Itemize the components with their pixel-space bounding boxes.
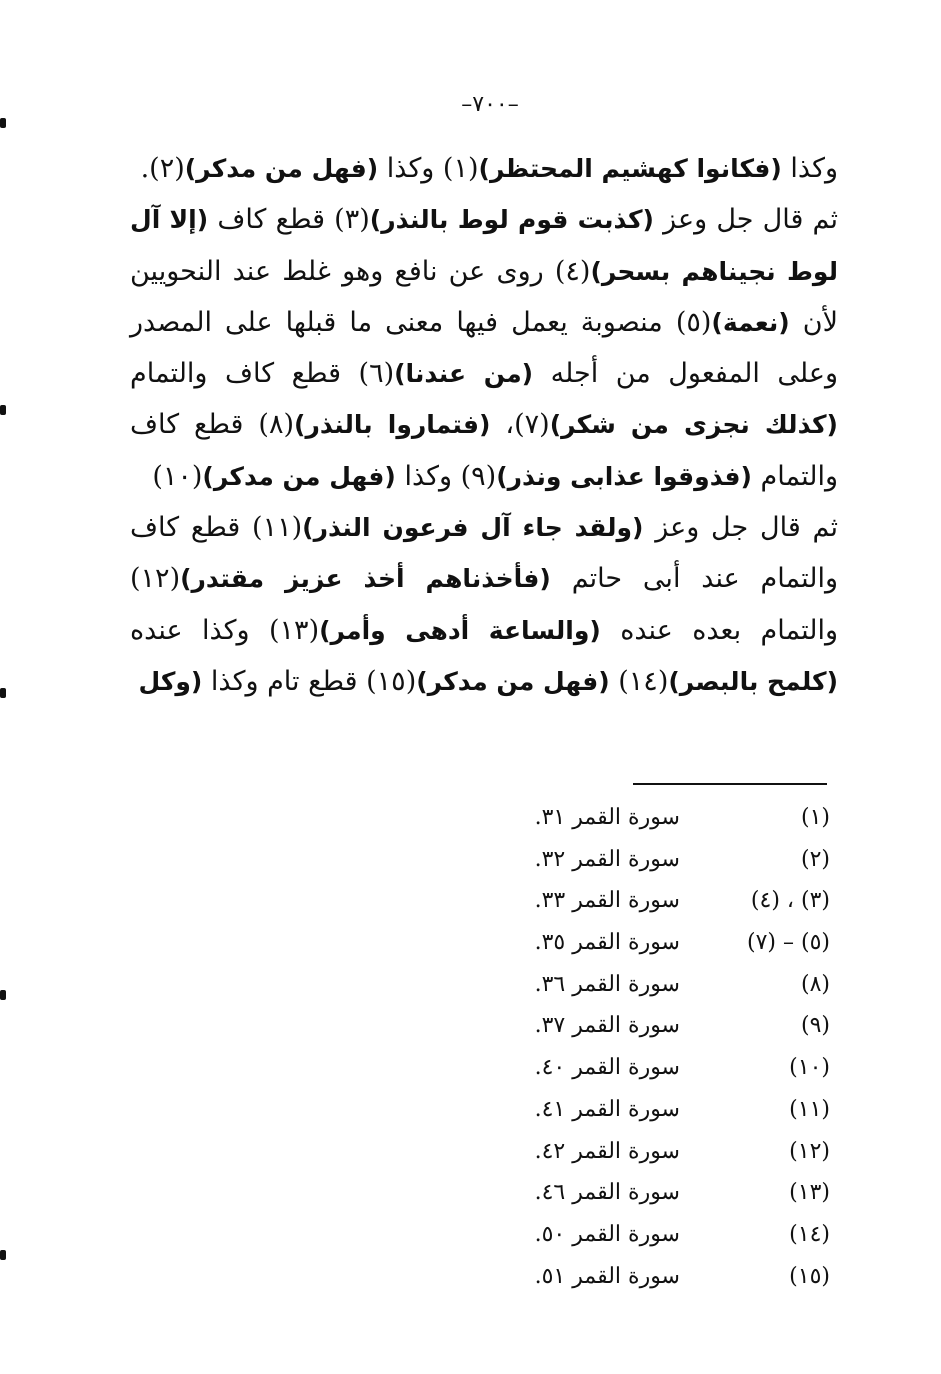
footnote-marker: (٨) (800, 971, 830, 997)
footnote-reference: سورة القمر ٥١. (534, 1263, 680, 1289)
main-text (130, 143, 838, 707)
text-run: (٨) قطع كاف والتمام (130, 409, 838, 492)
text-run: وكذا (781, 153, 838, 184)
quran-quote: (ولقد جاء آل فرعون النذر) (302, 513, 644, 543)
quran-quote: (فأخذناهم أخذ عزيز مقتدر) (180, 564, 551, 594)
footnote-marker: (١٢) (789, 1138, 830, 1164)
margin-mark (0, 1250, 6, 1260)
text-run: (٦) قطع كاف والتمام (130, 358, 395, 390)
quran-quote: (نعمة) (711, 307, 790, 337)
footnote-marker: (١) (800, 805, 830, 830)
quran-quote: (فهل من مدكر) (202, 461, 396, 491)
text-run: (١٣) وكذا عنده (130, 614, 320, 646)
quran-quote: (من عندنا) (394, 359, 534, 389)
paragraph (130, 502, 838, 707)
text-run: ثم قال جل وعز (643, 512, 838, 544)
text-run: (٢). (140, 153, 185, 184)
footnote-reference: سورة القمر ٣١. (534, 805, 680, 830)
footnote-reference: سورة القمر ٤٦. (534, 1180, 680, 1206)
quran-quote: (فكانوا كهشيم المحتظر) (478, 154, 782, 183)
quran-quote: (فذوقوا عذابى ونذر) (496, 461, 752, 491)
text-run: (١٠) (152, 460, 203, 492)
margin-mark (0, 118, 6, 128)
text-run: (١٢) والتمام بعده عنده (130, 563, 838, 646)
text-run: (١٥) قطع تام وكذا (202, 665, 417, 697)
footnote-marker: (١١) (789, 1096, 830, 1122)
footnote-divider (633, 783, 827, 785)
footnote-marker: (١٠) (789, 1055, 830, 1081)
footnote-reference: سورة القمر ٣٥. (534, 930, 680, 956)
page-number: –٧٠٠– (461, 92, 519, 117)
quran-quote: (كلمح بالبصر) (668, 666, 838, 696)
margin-mark (0, 405, 6, 415)
footnote-marker: (٥) – (٧) (747, 930, 830, 956)
footnote-row (500, 1180, 830, 1222)
paragraph (130, 143, 838, 194)
footnote-row (500, 930, 830, 972)
footnote-marker: (١٤) (789, 1221, 830, 1247)
footnote-reference: سورة القمر ٤٠. (534, 1055, 680, 1081)
footnote-row (500, 1264, 830, 1306)
text-run: (٤) روى عن نافع وهو غلط عند النحويين لأن (130, 255, 838, 338)
text-run: (٩) وكذا (395, 460, 497, 492)
footnote-row (500, 1013, 830, 1055)
quran-quote: (وكل (138, 666, 203, 696)
footnote-row (500, 1055, 830, 1097)
quran-quote: (إلا آل لوط نجيناهم بسحر) (130, 205, 838, 286)
footnote-reference: سورة القمر ٣٧. (534, 1013, 680, 1039)
footnotes-list (500, 805, 830, 1305)
text-run: (٣) قطع كاف (208, 204, 370, 236)
quran-quote: (فتماروا بالنذر) (294, 410, 491, 440)
text-run: (١٤) (609, 665, 669, 697)
quran-quote: (والساعة أدهى وأمر) (319, 615, 601, 645)
text-run: ثم قال جل وعز (653, 204, 839, 236)
footnote-marker: (١٥) (789, 1263, 830, 1289)
margin-mark (0, 990, 6, 1000)
footnote-row (500, 847, 830, 889)
paragraph (130, 194, 838, 502)
footnote-reference: سورة القمر ٣٦. (534, 971, 680, 997)
footnote-reference: سورة القمر ٤٢. (534, 1138, 680, 1164)
footnote-row (500, 1222, 830, 1264)
footnote-marker: (٢) (800, 846, 830, 872)
quran-quote: (فهل من مدكر) (184, 154, 379, 183)
footnote-marker: (١٣) (789, 1180, 830, 1206)
footnote-marker: (٣) ، (٤) (750, 888, 830, 914)
footnote-reference: سورة القمر ٣٣. (534, 888, 680, 914)
footnote-row (500, 805, 830, 847)
footnote-row (500, 1097, 830, 1139)
text-run: (١) وكذا (378, 153, 479, 184)
text-run: (٥) منصوبة يعمل فيها معنى ما قبلها على المصدر وعلى المفعول من أجله (130, 306, 838, 390)
footnote-row (500, 1139, 830, 1181)
margin-mark (0, 688, 6, 698)
text-run: (٧)، (490, 409, 550, 441)
footnote-reference: سورة القمر ٥٠. (534, 1221, 680, 1247)
footnote-marker: (٩) (800, 1013, 830, 1039)
text-run: (١١) قطع كاف والتمام عند أبى حاتم (130, 512, 838, 595)
quran-quote: (فهل من مدكر) (416, 666, 610, 696)
quran-quote: (كذلك نجزى من شكر) (549, 410, 838, 440)
footnote-row (500, 972, 830, 1014)
footnote-reference: سورة القمر ٤١. (534, 1096, 680, 1122)
quran-quote: (كذبت قوم لوط بالنذر) (369, 205, 654, 235)
footnote-row (500, 888, 830, 930)
footnote-reference: سورة القمر ٣٢. (534, 846, 680, 872)
